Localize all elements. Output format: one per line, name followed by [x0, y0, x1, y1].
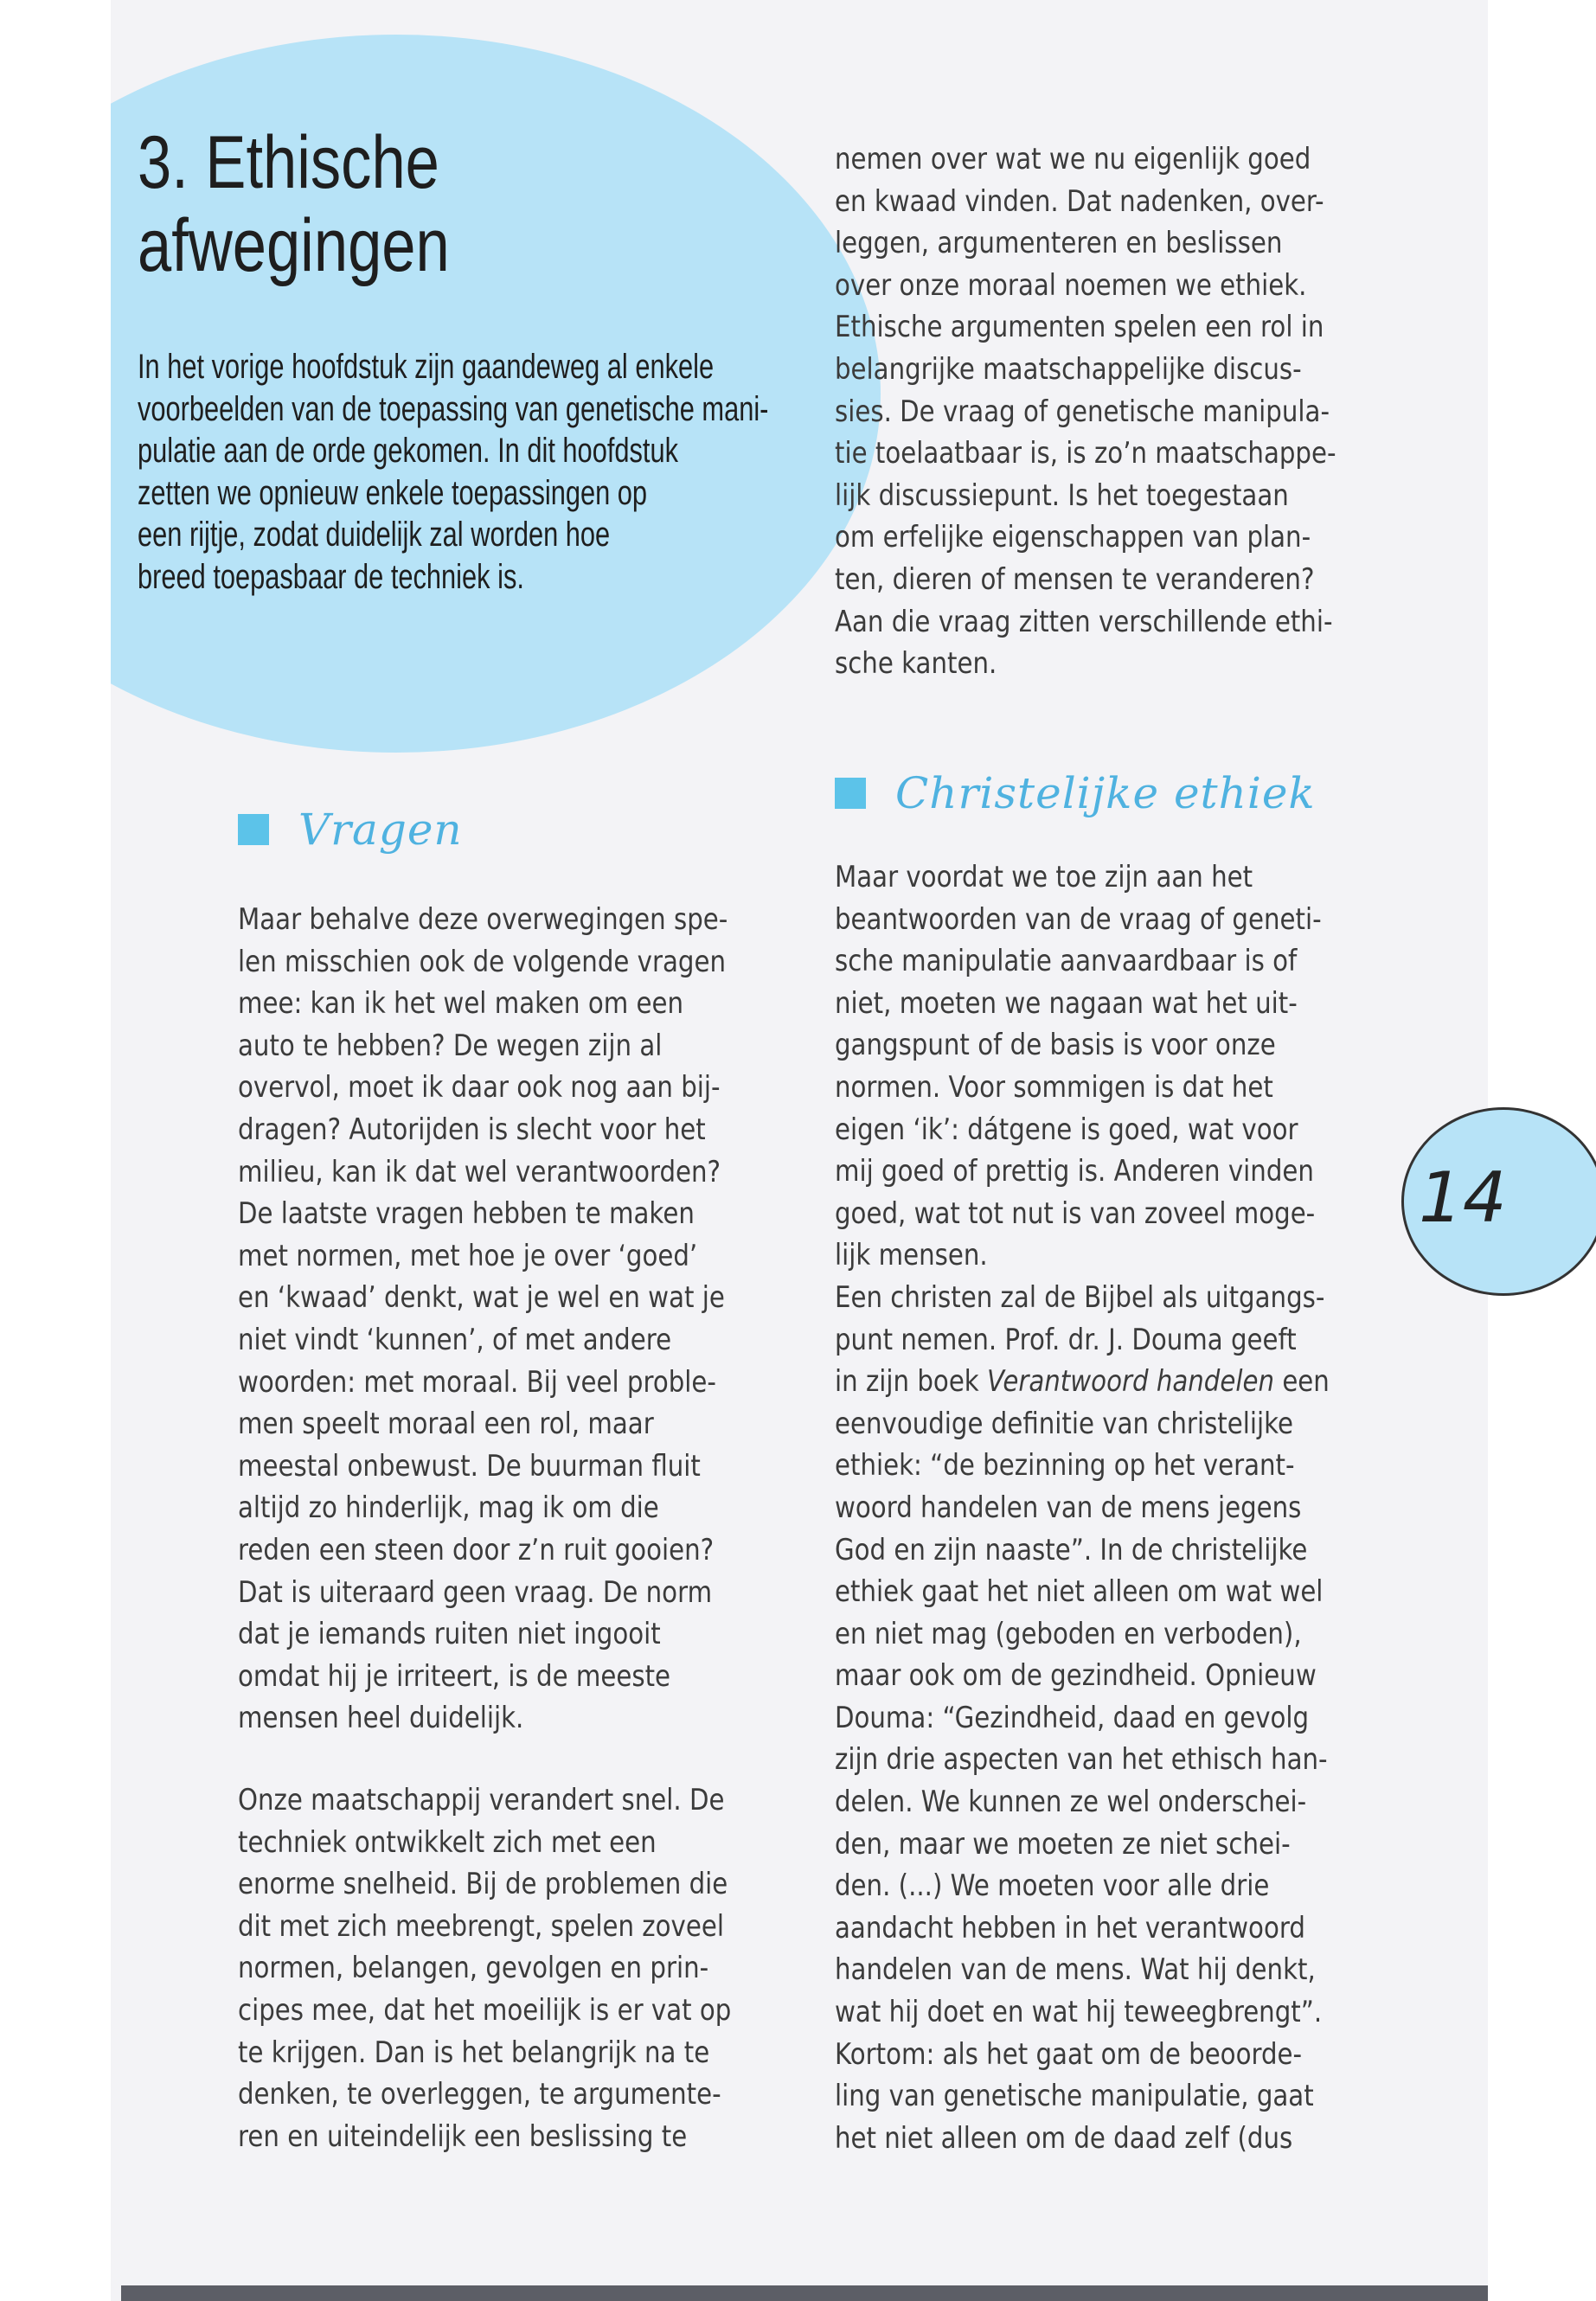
christelijke-ethiek-heading — [835, 768, 1316, 818]
vragen-heading-label: Vragen — [298, 804, 463, 855]
text-line: lijk discussiepunt. Is het toegestaan — [835, 478, 1289, 513]
heading-bullet-square — [835, 778, 866, 809]
text-line: den, maar we moeten ze niet schei- — [835, 1826, 1291, 1862]
text-line: reden een steen door z’n ruit gooien? — [238, 1532, 715, 1567]
text-line: gangspunt of de basis is voor onze — [835, 1028, 1276, 1063]
text-line: het niet alleen om de daad zelf (dus — [835, 2120, 1293, 2156]
text-line: den. (...) We moeten voor alle drie — [835, 1868, 1270, 1904]
text-line: voorbeelden van de toepassing van genetische mani- — [138, 389, 769, 428]
text-line: en niet mag (geboden en verboden), — [835, 1616, 1302, 1651]
text-line: ethiek gaat het niet alleen om wat wel — [835, 1574, 1324, 1610]
text-line: techniek ontwikkelt zich met een — [238, 1824, 657, 1860]
book-title: Verantwoord handelen — [987, 1364, 1275, 1400]
text-line: denken, te overleggen, te argumente- — [238, 2077, 721, 2112]
text-line: eigen ‘ik’: dátgene is goed, wat voor — [835, 1112, 1298, 1147]
text-line: woord handelen van de mens jegens — [835, 1490, 1302, 1525]
text-line: delen. We kunnen ze wel onderschei- — [835, 1785, 1307, 1820]
text-line: breed toepasbaar de techniek is. — [138, 557, 524, 596]
page-bottom-edge — [121, 2285, 1488, 2301]
chapter-intro — [138, 346, 769, 598]
text-line: leggen, argumenteren en beslissen — [835, 226, 1283, 261]
text-line: woorden: met moraal. Bij veel proble- — [238, 1364, 716, 1400]
text-line: De laatste vragen hebben te maken — [238, 1196, 695, 1232]
text-line: lijk mensen. — [835, 1238, 988, 1273]
right-column-top-text — [835, 138, 1488, 685]
text-line: cipes mee, dat het moeilijk is er vat op — [238, 1992, 732, 2028]
text-line: te krijgen. Dan is het belangrijk na te — [238, 2035, 710, 2070]
page-number: 14 — [1419, 1157, 1507, 1238]
text-line: punt nemen. Prof. dr. J. Douma geeft — [835, 1322, 1297, 1357]
text-line: Dat is uiteraard geen vraag. De norm — [238, 1574, 713, 1610]
text-line: om erfelijke eigenschappen van plan- — [835, 520, 1311, 555]
text-line: Onze maatschappij verandert snel. De — [238, 1783, 725, 1817]
text-line: Ethische argumenten spelen een rol in — [835, 310, 1324, 345]
text-line: niet, moeten we nagaan wat het uit- — [835, 985, 1298, 1021]
text-line: sies. De vraag of genetische manipula- — [835, 394, 1330, 429]
text-line: In het vorige hoofdstuk zijn gaandeweg al enkele — [138, 348, 715, 386]
text-line: God en zijn naaste”. In de christelijke — [835, 1532, 1308, 1567]
text-line: over onze moraal noemen we ethiek. — [835, 267, 1307, 303]
book-page — [111, 0, 1488, 2301]
text-line: enorme snelheid. Bij de problemen die — [238, 1867, 728, 1902]
text-line: met normen, met hoe je over ‘goed’ — [238, 1238, 698, 1273]
text-line: Kortom: als het gaat om de beoorde- — [835, 2036, 1303, 2072]
text-line: ethiek: “de bezinning op het verant- — [835, 1448, 1295, 1484]
text-line: niet vindt ‘kunnen’, of met andere — [238, 1322, 672, 1357]
text-line: normen, belangen, gevolgen en prin- — [238, 1951, 709, 1986]
text-line: zetten we opnieuw enkele toepassingen op — [138, 473, 648, 512]
text-line: Maar voordat we toe zijn aan het — [835, 860, 1253, 894]
text-line: men speelt moraal een rol, maar — [238, 1407, 654, 1442]
text-line: nemen over wat we nu eigenlijk goed — [835, 142, 1311, 176]
text-line: mee: kan ik het wel maken om een — [238, 986, 684, 1022]
text-line: sche kanten. — [835, 646, 997, 682]
vragen-paragraph-1 — [238, 899, 809, 1740]
text-line: milieu, kan ik dat wel verantwoorden? — [238, 1154, 721, 1189]
text-line: ling van genetische manipulatie, gaat — [835, 2079, 1314, 2114]
text-line: Douma: “Gezindheid, daad en gevolg — [835, 1700, 1310, 1735]
text-line: ren en uiteindelijk een beslissing te — [238, 2118, 688, 2154]
chapter-title: 3. Ethische afwegingen — [138, 121, 450, 287]
christelijke-ethiek-paragraph — [835, 856, 1488, 2159]
text-line: Een christen zal de Bijbel als uitgangs- — [835, 1279, 1325, 1315]
text-line: aandacht hebben in het verantwoord — [835, 1910, 1305, 1945]
heading-bullet-square — [238, 814, 269, 845]
text-line: meestal onbewust. De buurman fluit — [238, 1448, 701, 1484]
vragen-heading — [238, 804, 463, 855]
text-line: en kwaad vinden. Dat nadenken, over- — [835, 183, 1324, 219]
text-line: goed, wat tot nut is van zoveel moge- — [835, 1195, 1316, 1231]
text-line: dat je iemands ruiten niet ingooit — [238, 1617, 661, 1652]
text-line: en ‘kwaad’ denkt, wat je wel en wat je — [238, 1280, 725, 1316]
text-line: sche manipulatie aanvaardbaar is of — [835, 944, 1298, 979]
text-line: Maar behalve deze overwegingen spe- — [238, 902, 728, 937]
text-line: omdat hij je irriteert, is de meeste — [238, 1658, 671, 1694]
text-line: mij goed of prettig is. Anderen vinden — [835, 1154, 1314, 1189]
text-line: auto te hebben? De wegen zijn al — [238, 1028, 663, 1063]
text-line: mensen heel duidelijk. — [238, 1701, 524, 1736]
text-line: handelen van de mens. Wat hij denkt, — [835, 1952, 1316, 1988]
text-line: normen. Voor sommigen is dat het — [835, 1069, 1273, 1105]
text-line: ten, dieren of mensen te veranderen? — [835, 561, 1315, 597]
text-line: len misschien ook de volgende vragen — [238, 944, 726, 979]
text-line: een rijtje, zodat duidelijk zal worden hoe — [138, 516, 611, 554]
text-line: wat hij doet en wat hij teweegbrengt”. — [835, 1995, 1323, 2030]
text-line: altijd zo hinderlijk, mag ik om die — [238, 1490, 659, 1526]
text-line: dragen? Autorijden is slecht voor het — [238, 1112, 706, 1147]
text-line: overvol, moet ik daar ook nog aan bij- — [238, 1070, 721, 1106]
christelijke-ethiek-heading-label: Christelijke ethiek — [895, 768, 1316, 818]
text-line: maar ook om de gezindheid. Opnieuw — [835, 1658, 1317, 1694]
text-line: eenvoudige definitie van christelijke — [835, 1406, 1294, 1441]
text-line: Aan die vraag zitten verschillende ethi- — [835, 604, 1333, 639]
text-line: in zijn boek Verantwoord handelen een — [835, 1364, 1330, 1400]
text-line: zijn drie aspecten van het ethisch han- — [835, 1742, 1328, 1778]
text-line: beantwoorden van de vraag of geneti- — [835, 901, 1322, 937]
vragen-paragraph-2 — [238, 1779, 809, 2157]
text-line: belangrijke maatschappelijke discus- — [835, 351, 1302, 387]
text-line: pulatie aan de orde gekomen. In dit hoofdstuk — [138, 432, 678, 470]
text-line: tie toelaatbaar is, is zo’n maatschappe- — [835, 436, 1336, 471]
text-line: dit met zich meebrengt, spelen zoveel — [238, 1908, 724, 1944]
